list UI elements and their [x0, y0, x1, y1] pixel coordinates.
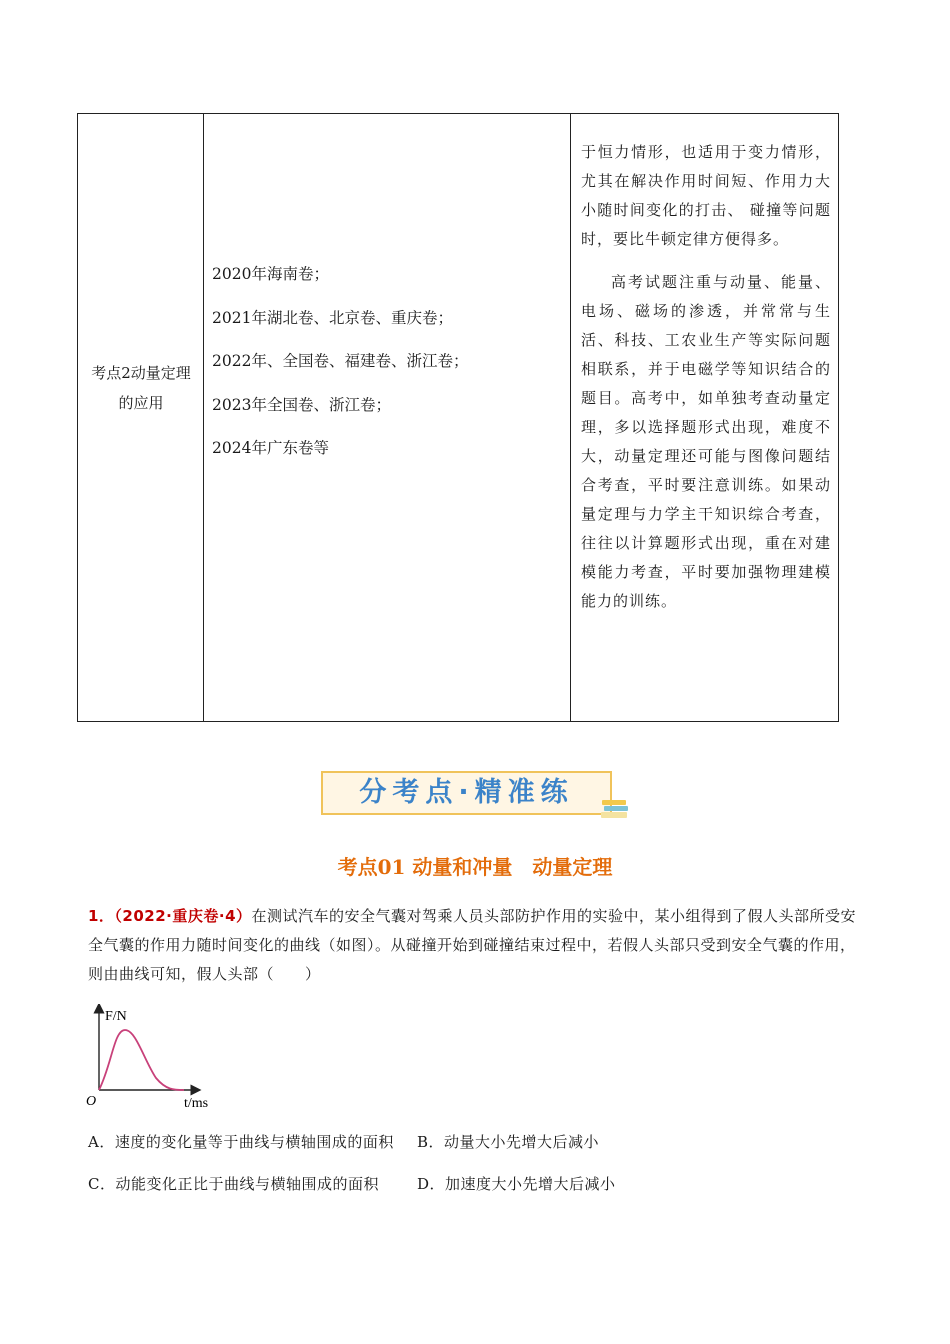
topic-name-cell: 考点2动量定理的应用 [91, 364, 191, 412]
table-divider [203, 114, 204, 721]
exam-years-cell [212, 262, 468, 480]
origin-label: O [86, 1094, 97, 1109]
option-c[interactable]: C．动能变化正比于曲线与横轴围成的面积 [88, 1175, 379, 1193]
analysis-cell [581, 138, 831, 630]
option-d[interactable]: D．加速度大小先增大后减小 [417, 1175, 616, 1193]
question-number: 1．（2022·重庆卷·4） [88, 907, 252, 925]
question-text: 在测试汽车的安全气囊对驾乘人员头部防护作用的实验中，某小组得到了假人头部所受安全气囊的作用力随时间变化的曲线（如图）。从碰撞开始到碰撞结束过程中，若假人头部只受到安全气囊的作用，则由曲线可知，假人头部（ ） [88, 907, 857, 983]
force-curve [99, 1030, 184, 1090]
exam-year-item: 2021年湖北卷、北京卷、重庆卷； [212, 308, 453, 327]
exam-year-item: 2024年广东卷等 [212, 439, 329, 457]
topic-table [77, 113, 839, 722]
x-axis-label: t/ms [184, 1096, 209, 1111]
question-stem [88, 902, 863, 989]
y-axis-label: F/N [105, 1009, 127, 1024]
analysis-paragraph: 于恒力情形，也适用于变力情形，尤其在解决作用时间短、作用力大小随时间变化的打击、 碰撞等问题时，要比牛顿定律方便得多。 [581, 143, 831, 248]
exam-year-item: 2020年海南卷； [212, 265, 329, 283]
option-a[interactable]: A．速度的变化量等于曲线与横轴围成的面积 [88, 1133, 394, 1151]
section-title: 考点01 动量和冲量 动量定理 [337, 855, 613, 879]
force-time-chart [84, 1004, 224, 1112]
option-b[interactable]: B．动量大小先增大后减小 [417, 1133, 600, 1151]
books-icon [600, 796, 630, 822]
analysis-paragraph: 高考试题注重与动量、能量、电场、磁场的渗透，并常常与生活、科技、工农业生产等实际问题相联系，并于电磁学等知识结合的题目。高考中，如单独考查动量定理，多以选择题形式出现，难度不大，动量定理还可能与图像问题结合考查，平时要注意训练。如果动量定理与力学主干知识综合考查，往往以计算题形式出现，重在对建模能力考查，平时要加强物理建模能力的训练。 [581, 273, 831, 610]
exam-year-item: 2023年全国卷、浙江卷； [212, 395, 391, 414]
table-divider [570, 114, 571, 721]
exam-year-item: 2022年、全国卷、福建卷、浙江卷； [212, 352, 469, 370]
section-banner: 分考点·精准练 [321, 771, 612, 815]
